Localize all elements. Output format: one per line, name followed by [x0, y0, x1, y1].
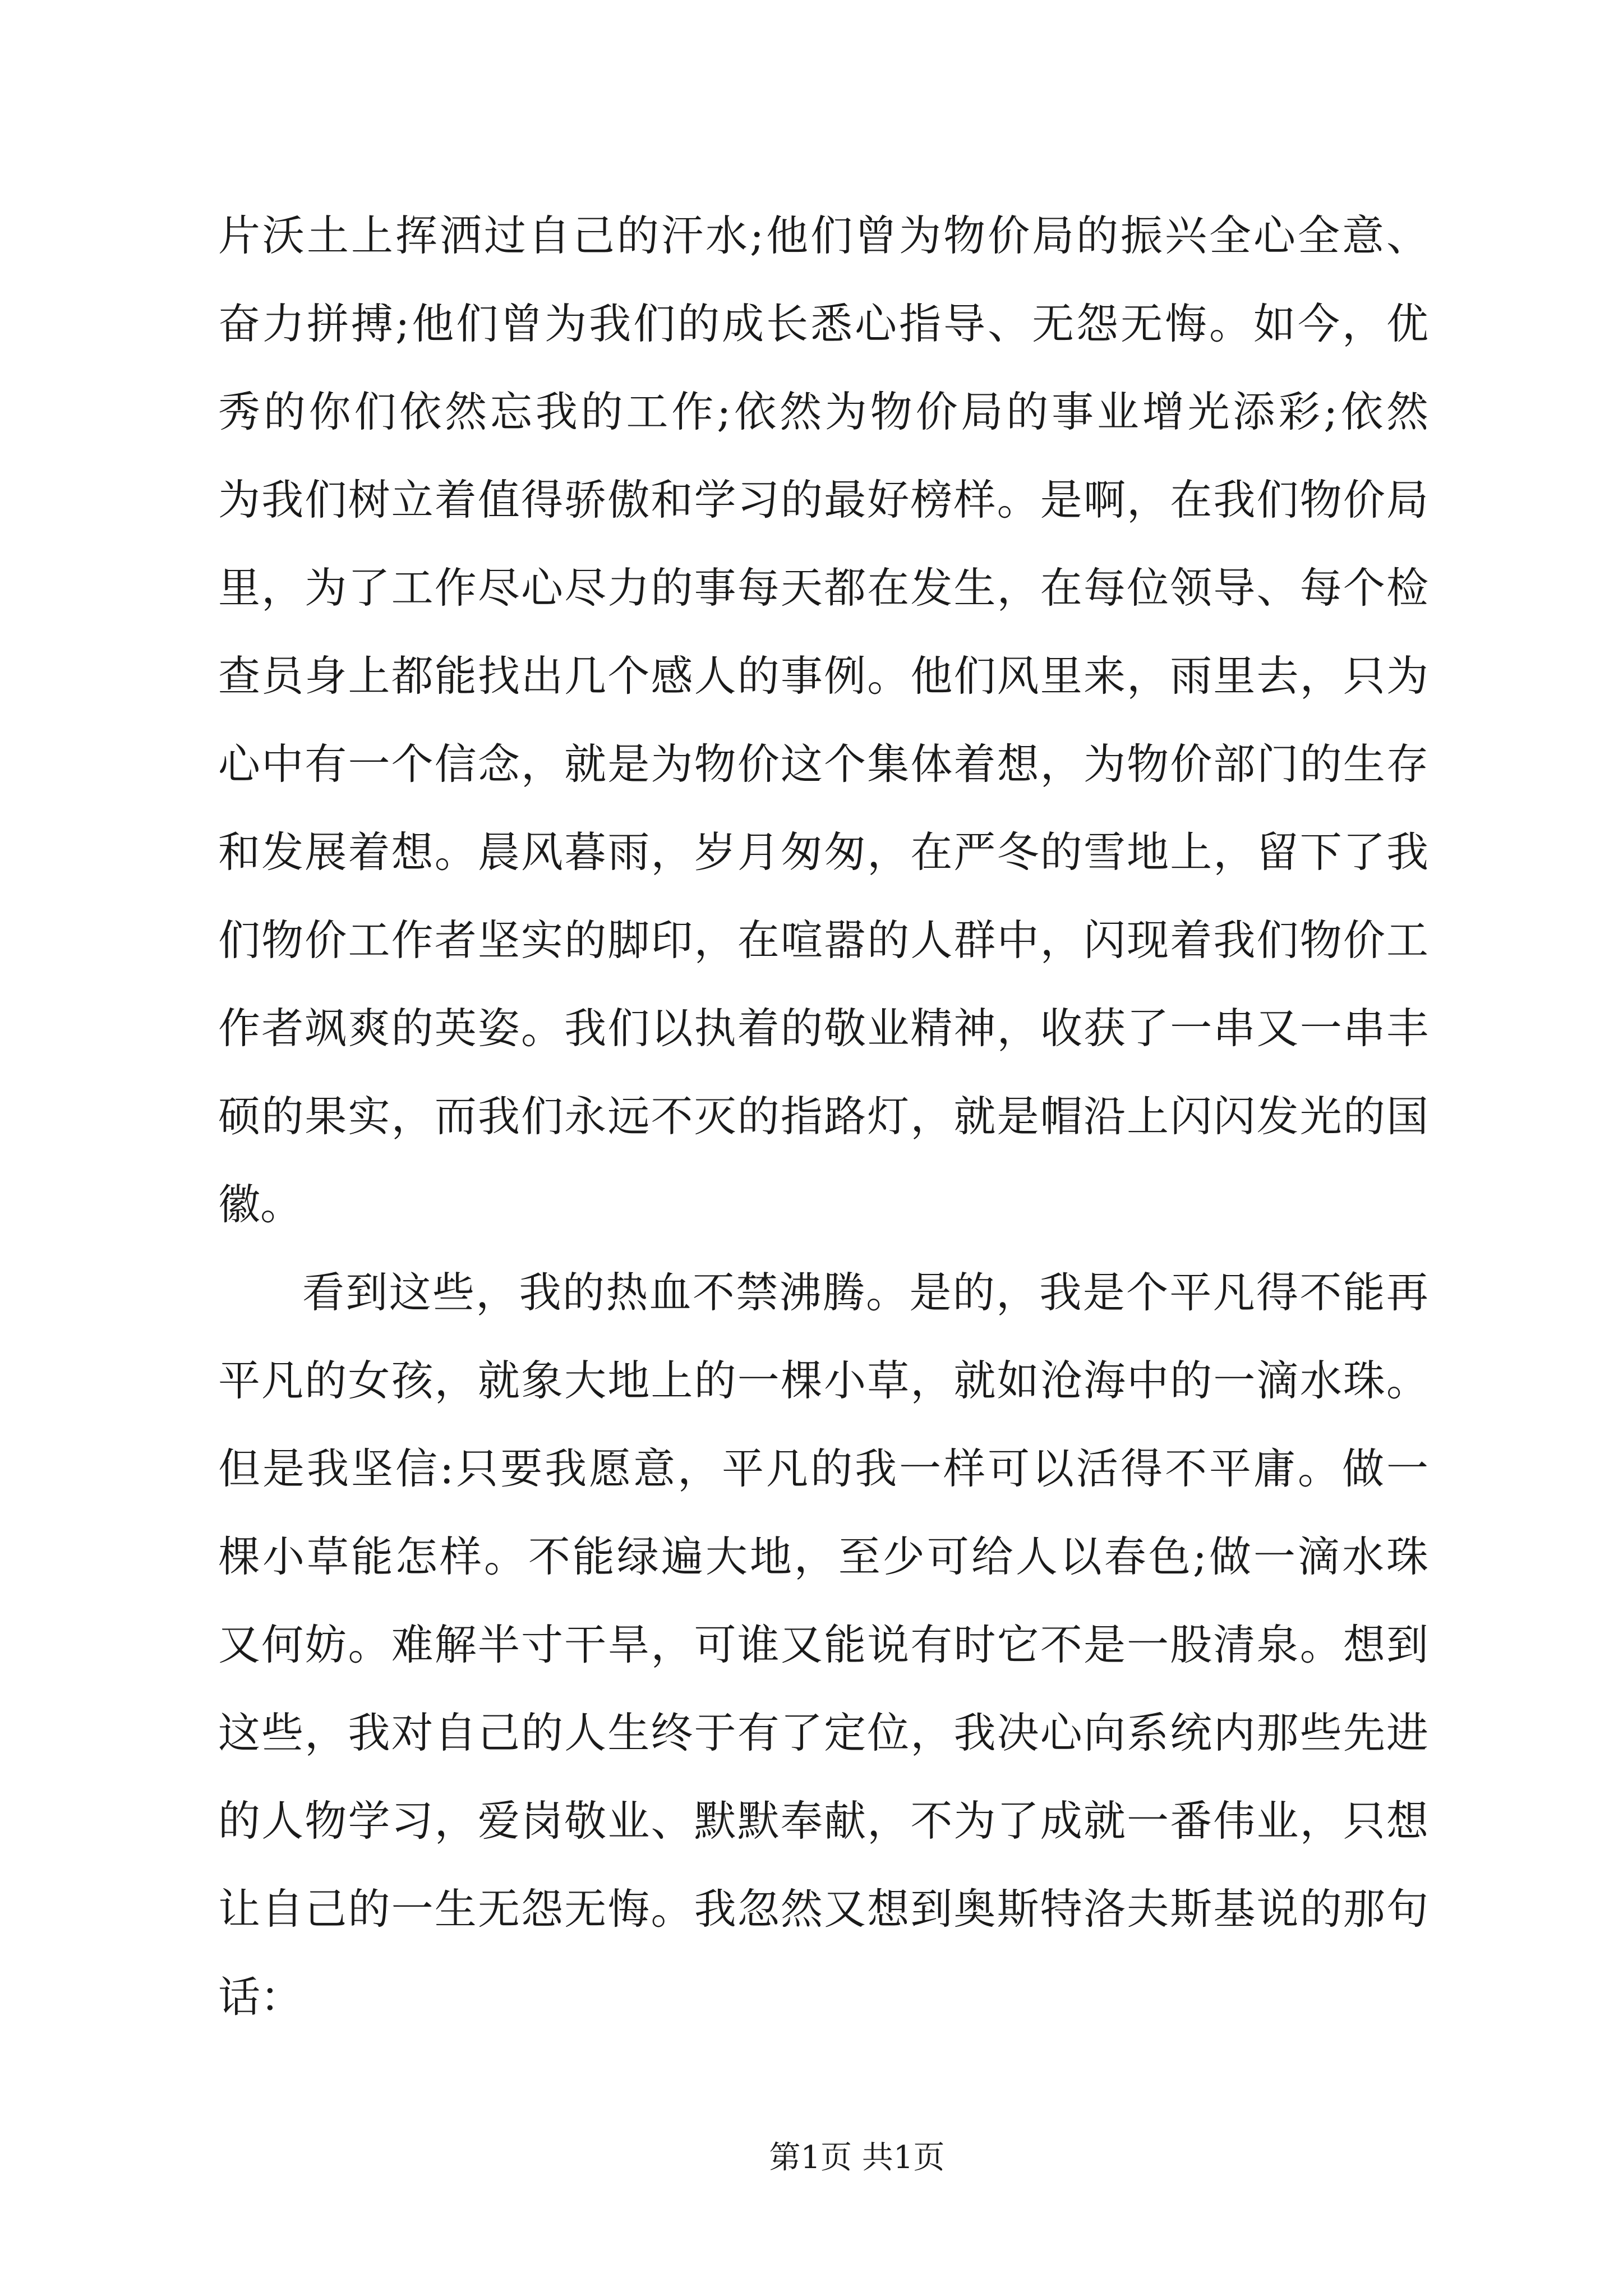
body-text-line: 棵小草能怎样。不能绿遍大地，至少可给人以春色;做一滴水珠	[218, 1532, 1428, 1581]
page-footer: 第1页 共1页	[769, 2139, 945, 2176]
document-body	[218, 192, 1428, 2041]
body-text-line: 平凡的女孩，就象大地上的一棵小草，就如沧海中的一滴水珠。	[218, 1356, 1428, 1405]
body-text-line: 作者飒爽的英姿。我们以执着的敬业精神，收获了一串又一串丰	[218, 1004, 1428, 1053]
body-text-line: 片沃土上挥洒过自己的汗水;他们曾为物价局的振兴全心全意、	[218, 211, 1428, 260]
body-text-line: 但是我坚信:只要我愿意，平凡的我一样可以活得不平庸。做一	[218, 1444, 1428, 1493]
body-text-line: 心中有一个信念，就是为物价这个集体着想，为物价部门的生存	[218, 739, 1428, 789]
body-text-line: 的人物学习，爱岗敬业、默默奉献，不为了成就一番伟业，只想	[218, 1796, 1428, 1846]
body-text-line: 奋力拼搏;他们曾为我们的成长悉心指导、无怨无悔。如今，优	[218, 299, 1428, 348]
body-text-line: 查员身上都能找出几个感人的事例。他们风里来，雨里去，只为	[218, 651, 1428, 701]
body-text-line: 看到这些，我的热血不禁沸腾。是的，我是个平凡得不能再	[302, 1268, 1428, 1317]
body-text-line: 这些，我对自己的人生终于有了定位，我决心向系统内那些先进	[218, 1708, 1428, 1757]
paragraph-2	[218, 1249, 1428, 2041]
body-text-line: 硕的果实，而我们永远不灭的指路灯，就是帽沿上闪闪发光的国	[218, 1092, 1428, 1141]
body-text-line: 里，为了工作尽心尽力的事每天都在发生，在每位领导、每个检	[218, 563, 1428, 613]
body-text-line: 话：	[218, 1972, 303, 2022]
body-text-line: 又何妨。难解半寸干旱，可谁又能说有时它不是一股清泉。想到	[218, 1620, 1428, 1669]
paragraph-1	[218, 192, 1428, 1249]
body-text-line: 们物价工作者坚实的脚印，在喧嚣的人群中，闪现着我们物价工	[218, 915, 1428, 965]
body-text-line: 徽。	[218, 1180, 303, 1229]
body-text-line: 为我们树立着值得骄傲和学习的最好榜样。是啊，在我们物价局	[218, 475, 1428, 524]
body-text-line: 让自己的一生无怨无悔。我忽然又想到奥斯特洛夫斯基说的那句	[218, 1884, 1428, 1934]
body-text-line: 秀的你们依然忘我的工作;依然为物价局的事业增光添彩;依然	[218, 387, 1428, 436]
body-text-line: 和发展着想。晨风暮雨，岁月匆匆，在严冬的雪地上，留下了我	[218, 827, 1428, 877]
